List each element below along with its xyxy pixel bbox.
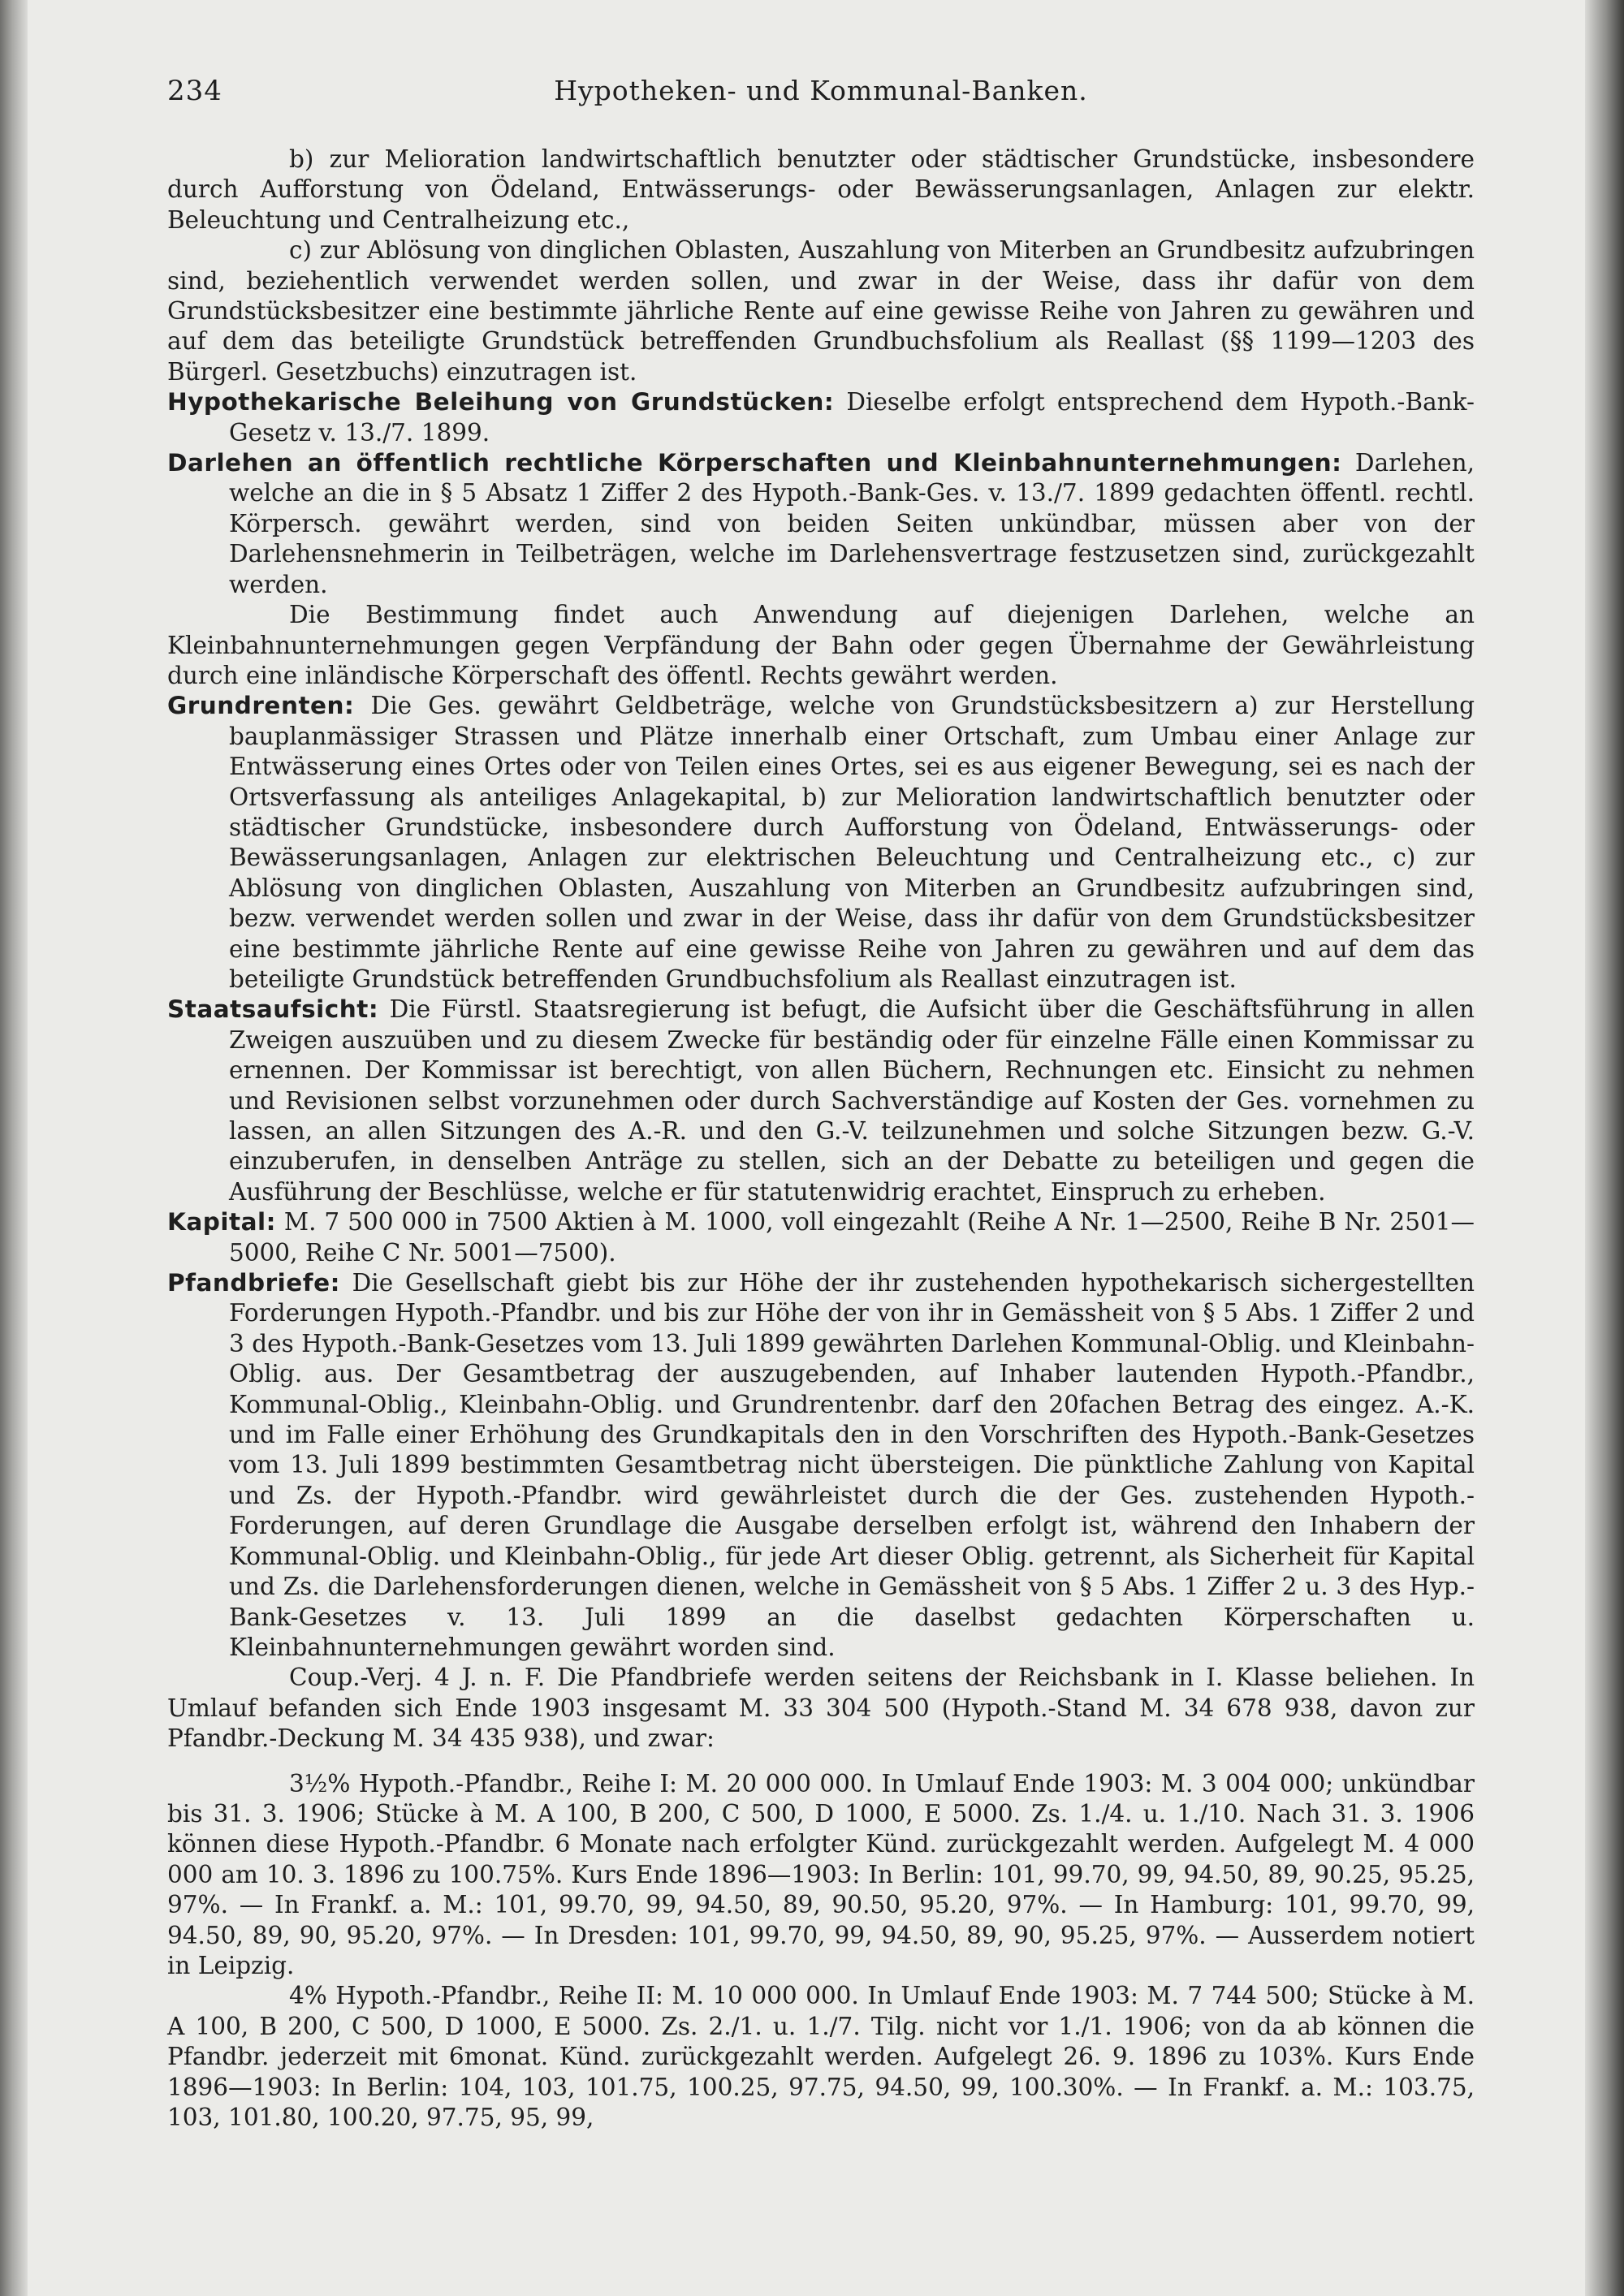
section-text: Die Ges. gewährt Geldbeträge, welche von Grundstücksbesitzern a) zur Herstellung bauplanmässiger Strassen und Plätze innerhalb einer Ortschaft, zum Umbau einer Anlage zur Entwässerung eines Ortes oder von Teilen eines Ortes, sei es aus eigener Bewegung, sei es nach der Ortsverfassung als anteiliges Anlagekapital, b) zur Melioration landwirtschaftlich benutzter oder städtischer Grundstücke, insbesondere durch Aufforstung von Ödeland, Entwässerungs- oder Bewässerungsanlagen, Anlagen zur elektrischen Beleuchtung und Centralheizung etc., c) zur Ablösung von dinglichen Oblasten, Auszahlung von Miterben an Grundbesitz aufzubringen sind, bezw. verwendet werden sollen und zwar in der Weise, dass ihr dafür von dem Grundstücksbesitzer eine bestimmte jährliche Rente auf eine gewisse Reihe von Jahren zu gewähren und auf dem das beteiligte Grundstück betreffenden Grundbuchsfolium als Reallast einzutragen ist. — [229, 692, 1475, 993]
scan-shadow-left — [0, 0, 28, 2296]
paragraph-abloesung: c) zur Ablösung von dinglichen Oblasten, Auszahlung von Miterben an Grundbesitz aufzubringen sind, beziehentlich verwendet werden sollen, und zwar in der Weise, dass ihr dafür von dem Grundstücksbesitzer eine bestimmte jährliche Rente auf eine gewisse Reihe von Jahren zu gewähren und auf dem das beteiligte Grundstück betreffenden Grundbuchsfolium als Reallast (§§ 1199—1203 des Bürgerl. Gesetzbuchs) einzutragen ist. — [167, 236, 1475, 386]
section-pfandbriefe — [167, 1268, 1475, 1663]
section-heading: Staatsaufsicht: — [167, 995, 379, 1024]
section-darlehen — [167, 448, 1475, 600]
page-body — [167, 145, 1475, 2133]
section-heading: Hypothekarische Beleihung von Grundstücken: — [167, 388, 835, 416]
section-text: M. 7 500 000 in 7500 Aktien à M. 1000, voll eingezahlt (Reihe A Nr. 1—2500, Reihe B Nr. 2501—5000, Reihe C Nr. 5001—7500). — [229, 1208, 1475, 1267]
section-hypothekarische-beleihung — [167, 387, 1475, 448]
page-header — [167, 75, 1475, 115]
section-grundrenten — [167, 691, 1475, 995]
paragraph-reihe-2: 4% Hypoth.-Pfandbr., Reihe II: M. 10 000 000. In Umlauf Ende 1903: M. 7 744 500; Stücke à M. A 100, B 200, C 500, D 1000, E 5000. Zs. 2./1. u. 1./7. Tilg. nicht vor 1./1. 1906; von da ab können die Pfandbr. jederzeit mit 6monat. Künd. zurückgezahlt werden. Aufgelegt 26. 9. 1896 zu 103%. Kurs Ende 1896—1903: In Berlin: 104, 103, 101.75, 100.25, 97.75, 94.50, 99, 100.30%. — In Frankf. a. M.: 103.75, 103, 101.80, 100.20, 97.75, 95, 99, — [167, 1982, 1475, 2131]
page-number: 234 — [167, 75, 222, 107]
section-staatsaufsicht — [167, 995, 1475, 1207]
section-text: Die Fürstl. Staatsregierung ist befugt, die Aufsicht über die Geschäftsführung in allen Zweigen auszuüben und zu diesem Zwecke für beständig oder für einzelne Fälle einen Kommissar zu ernennen. Der Kommissar ist berechtigt, von allen Büchern, Rechnungen etc. Einsicht zu nehmen und Revisionen selbst vorzunehmen oder durch Sachverständige auf Kosten der Ges. vornehmen zu lassen, an allen Sitzungen des A.-R. und den G.-V. teilzunehmen und solche Sitzungen bezw. G.-V. einzuberufen, in denselben Anträge zu stellen, sich an der Debatte zu beteiligen und gegen die Ausführung der Beschlüsse, welche er für statutenwidrig erachtet, Einspruch zu erheben. — [229, 995, 1475, 1206]
paragraph-kleinbahn: Die Bestimmung findet auch Anwendung auf diejenigen Darlehen, welche an Kleinbahnunternehmungen gegen Verpfändung der Bahn oder gegen Übernahme der Gewährleistung durch eine inländische Körperschaft des öffentl. Rechts gewährt werden. — [167, 601, 1475, 689]
running-title: Hypotheken- und Kommunal-Banken. — [554, 75, 1088, 106]
section-heading: Grundrenten: — [167, 692, 355, 720]
section-heading: Darlehen an öffentlich rechtliche Körperschaften und Kleinbahnunternehmungen: — [167, 449, 1342, 477]
paragraph-melioration: b) zur Melioration landwirtschaftlich benutzter oder städtischer Grundstücke, insbesondere durch Aufforstung von Ödeland, Entwässerungs- oder Bewässerungsanlagen, Anlagen zur elektr. Beleuchtung und Centralheizung etc., — [167, 145, 1475, 234]
section-text: Darlehen, welche an die in § 5 Absatz 1 Ziffer 2 des Hypoth.-Bank-Ges. v. 13./7. 1899 gedachten öffentl. rechtl. Körpersch. gewährt werden, sind von beiden Seiten unkündbar, müssen aber von der Darlehensnehmerin in Teilbeträgen, welche im Darlehensvertrage festzusetzen sind, zurückgezahlt werden. — [229, 449, 1475, 598]
section-text: Die Gesellschaft giebt bis zur Höhe der ihr zustehenden hypothekarisch sichergestellten Forderungen Hypoth.-Pfandbr. und bis zur Höhe der von ihr in Gemässheit von § 5 Abs. 1 Ziffer 2 und 3 des Hypoth.-Bank-Gesetzes vom 13. Juli 1899 gewährten Darlehen Kommunal-Oblig. und Kleinbahn-Oblig. aus. Der Gesamtbetrag der auszugebenden, auf Inhaber lautenden Hypoth.-Pfandbr., Kommunal-Oblig., Kleinbahn-Oblig. und Grundrentenbr. darf den 20fachen Betrag des eingez. A.-K. und im Falle einer Erhöhung des Grundkapitals den in den Vorschriften des Hypoth.-Bank-Gesetzes vom 13. Juli 1899 bestimmten Gesamtbetrag nicht übersteigen. Die pünktliche Zahlung von Kapital und Zs. der Hypoth.-Pfandbr. wird gewährleistet durch die der Ges. zustehenden Hypoth.-Forderungen, auf deren Grundlage die Ausgabe derselben erfolgt ist, während den Inhabern der Kommunal-Oblig. und Kleinbahn-Oblig., für jede Art dieser Oblig. getrennt, als Sicherheit für Kapital und Zs. die Darlehensforderungen dienen, welche in Gemässheit von § 5 Abs. 1 Ziffer 2 u. 3 des Hyp.-Bank-Gesetzes v. 13. Juli 1899 an die daselbst gedachten Körperschaften u. Kleinbahnunternehmungen gewährt worden sind. — [229, 1269, 1475, 1661]
section-kapital — [167, 1207, 1475, 1268]
scan-shadow-right — [1585, 0, 1624, 2296]
paragraph-coupon-umlauf: Coup.-Verj. 4 J. n. F. Die Pfandbriefe werden seitens der Reichsbank in I. Klasse beliehen. In Umlauf befanden sich Ende 1903 insgesamt M. 33 304 500 (Hypoth.-Stand M. 34 678 938, davon zur Pfandbr.-Deckung M. 34 435 938), und zwar: — [167, 1664, 1475, 1753]
paragraph-reihe-1: 3½% Hypoth.-Pfandbr., Reihe I: M. 20 000 000. In Umlauf Ende 1903: M. 3 004 000; unkündbar bis 31. 3. 1906; Stücke à M. A 100, B 200, C 500, D 1000, E 5000. Zs. 1./4. u. 1./10. Nach 31. 3. 1906 können diese Hypoth.-Pfandbr. 6 Monate nach erfolgter Künd. zurückgezahlt werden. Aufgelegt M. 4 000 000 am 10. 3. 1896 zu 100.75%. Kurs Ende 1896—1903: In Berlin: 101, 99.70, 99, 94.50, 89, 90.25, 95.25, 97%. — In Frankf. a. M.: 101, 99.70, 99, 94.50, 89, 90.50, 95.20, 97%. — In Hamburg: 101, 99.70, 99, 94.50, 89, 90, 95.20, 97%. — In Dresden: 101, 99.70, 99, 94.50, 89, 90, 95.25, 97%. — Ausserdem notiert in Leipzig. — [167, 1769, 1475, 1979]
section-heading: Kapital: — [167, 1208, 276, 1236]
section-heading: Pfandbriefe: — [167, 1269, 340, 1297]
section-text: Dieselbe erfolgt entsprechend dem Hypoth.-Bank-Gesetz v. 13./7. 1899. — [229, 388, 1475, 447]
